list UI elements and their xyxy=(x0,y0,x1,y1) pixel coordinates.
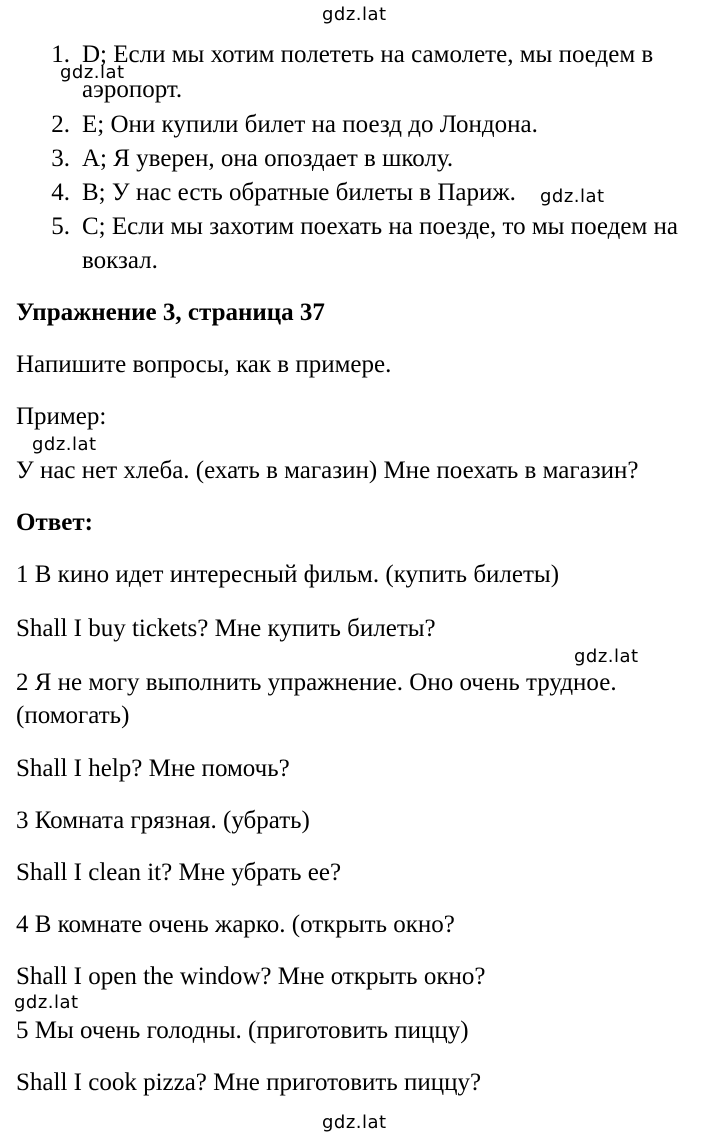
list-item-text: E; Они купили билет на поезд до Лондона. xyxy=(82,111,538,138)
watermark: gdz.lat xyxy=(60,62,125,83)
list-item-number: 4. xyxy=(51,179,70,206)
list-item-text: B; У нас есть обратные билеты в Париж. xyxy=(82,179,516,206)
task-1: 1 В кино идет интересный фильм. (купить билеты) xyxy=(16,561,560,588)
task-2-continued: (помогать) xyxy=(16,702,130,729)
instruction-text: Напишите вопросы, как в примере. xyxy=(16,351,392,378)
list-item-number: 5. xyxy=(51,213,70,240)
task-3: 3 Комната грязная. (убрать) xyxy=(16,807,310,834)
answer-5: Shall I cook pizza? Мне приготовить пиццу? xyxy=(16,1069,482,1096)
list-item-number: 1. xyxy=(51,41,70,68)
watermark: gdz.lat xyxy=(540,186,605,207)
answer-4: Shall I open the window? Мне открыть окно? xyxy=(16,963,486,990)
list-item-text: D; Если мы хотим полететь на самолете, мы поедем в xyxy=(82,41,654,68)
task-2: 2 Я не могу выполнить упражнение. Оно очень трудное. xyxy=(16,669,617,696)
exercise-heading: Упражнение 3, страница 37 xyxy=(16,299,325,326)
answer-label: Ответ: xyxy=(16,509,93,536)
list-item-text: вокзал. xyxy=(82,247,158,274)
watermark: gdz.lat xyxy=(14,992,79,1013)
list-item-number: 3. xyxy=(51,145,70,172)
answer-2: Shall I help? Мне помочь? xyxy=(16,755,290,782)
example-label: Пример: xyxy=(16,403,107,430)
list-item-text: A; Я уверен, она опоздает в школу. xyxy=(82,145,454,172)
list-item-number: 2. xyxy=(51,111,70,138)
example-text: У нас нет хлеба. (ехать в магазин) Мне поехать в магазин? xyxy=(16,457,639,484)
task-4: 4 В комнате очень жарко. (открыть окно? xyxy=(16,911,455,938)
watermark: gdz.lat xyxy=(322,1112,387,1133)
watermark: gdz.lat xyxy=(322,4,387,25)
answer-3: Shall I clean it? Мне убрать ее? xyxy=(16,859,342,886)
list-item-text: аэропорт. xyxy=(82,76,183,103)
watermark: gdz.lat xyxy=(32,434,97,455)
task-5: 5 Мы очень голодны. (приготовить пиццу) xyxy=(16,1017,469,1044)
watermark: gdz.lat xyxy=(574,646,639,667)
list-item-text: C; Если мы захотим поехать на поезде, то мы поедем на xyxy=(82,213,678,240)
answer-1: Shall I buy tickets? Мне купить билеты? xyxy=(16,615,436,642)
